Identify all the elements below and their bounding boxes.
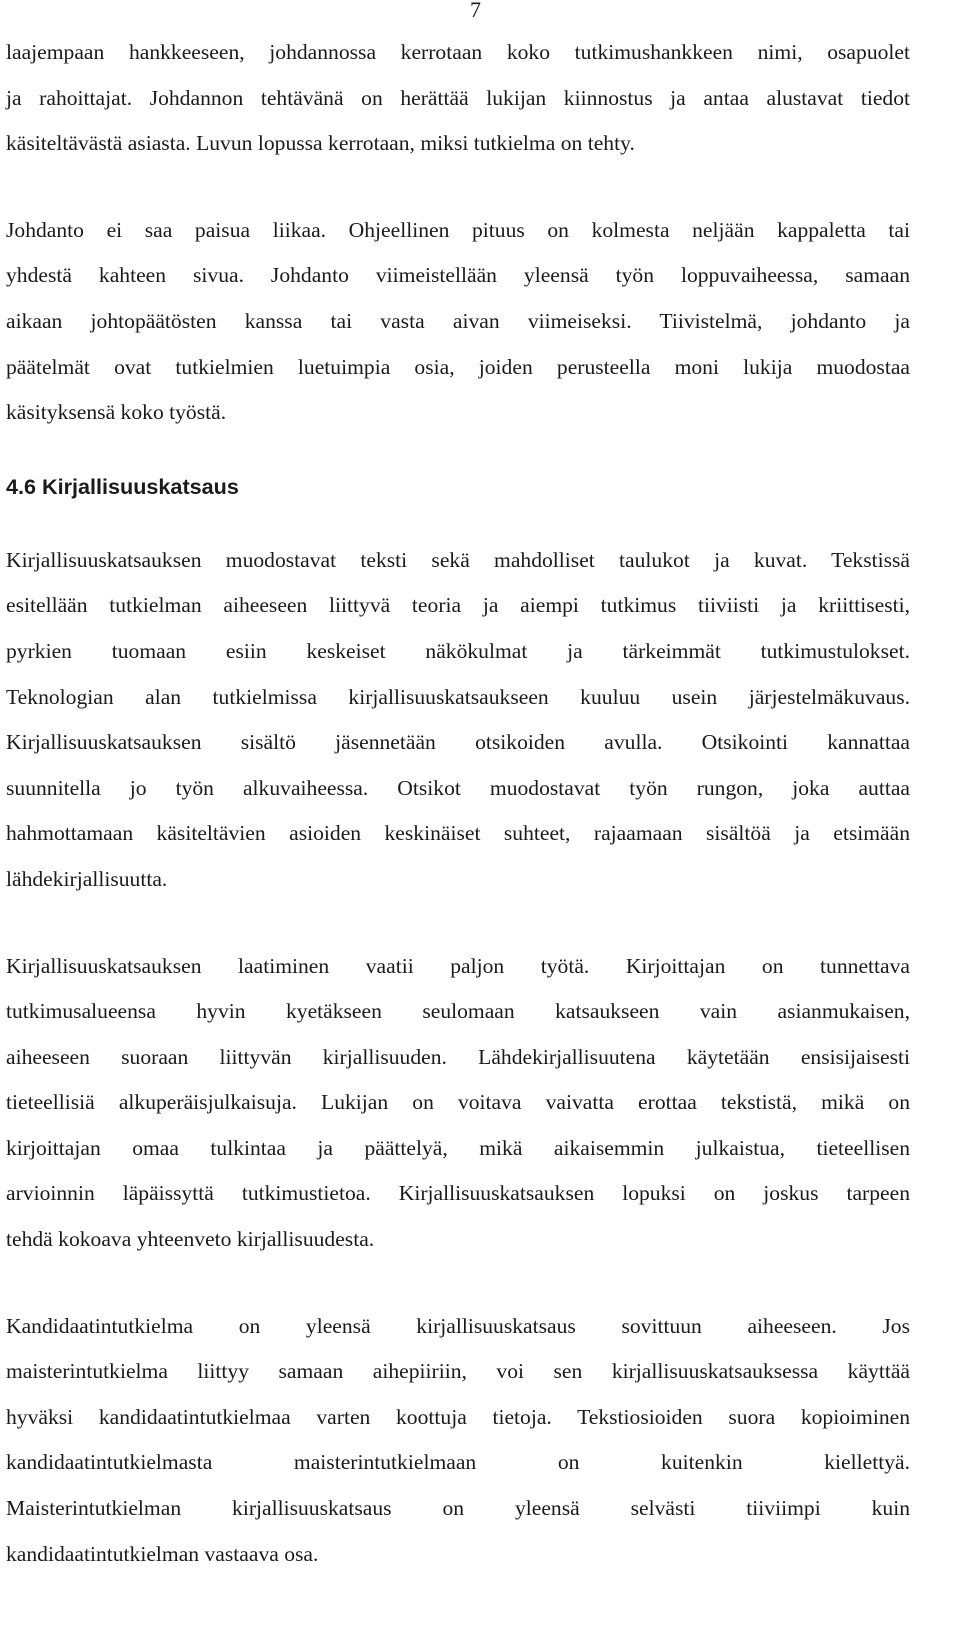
text-line: Kirjallisuuskatsauksen laatiminen vaatii paljon työtä. Kirjoittajan on tunnettava — [6, 953, 910, 978]
text-line: käsiteltävästä asiasta. Luvun lopussa kerrotaan, miksi tutkielma on tehty. — [6, 131, 635, 156]
text-line: kandidaatintutkielman vastaava osa. — [6, 1541, 319, 1566]
text-line: Kirjallisuuskatsauksen sisältö jäsennetään otsikoiden avulla. Otsikointi kannattaa — [6, 730, 910, 755]
text-line: hyväksi kandidaatintutkielmaa varten koottuja tietoja. Tekstiosioiden suora kopioiminen — [6, 1404, 910, 1429]
text-line: tehdä kokoava yhteenveto kirjallisuudesta. — [6, 1227, 375, 1252]
text-line: ja rahoittajat. Johdannon tehtävänä on herättää lukijan kiinnostus ja antaa alustavat tiedot — [6, 85, 910, 110]
text-line: aiheeseen suoraan liittyvän kirjallisuuden. Lähdekirjallisuutena käytetään ensisijaisesti — [6, 1044, 910, 1069]
text-line: kirjoittajan omaa tulkintaa ja päättelyä, mikä aikaisemmin julkaistua, tieteellisen — [6, 1135, 910, 1160]
text-line: Kandidaatintutkielma on yleensä kirjallisuuskatsaus sovittuun aiheeseen. Jos — [6, 1313, 910, 1338]
text-line: kandidaatintutkielmasta maisterintutkielmaan on kuitenkin kiellettyä. — [6, 1450, 910, 1475]
text-line: laajempaan hankkeeseen, johdannossa kerrotaan koko tutkimushankkeen nimi, osapuolet — [6, 40, 910, 64]
text-line: suunnitella jo työn alkuvaiheessa. Otsikot muodostavat työn rungon, joka auttaa — [6, 775, 910, 800]
text-line: pyrkien tuomaan esiin keskeiset näkökulmat ja tärkeimmät tutkimustulokset. — [6, 638, 910, 663]
paragraph-introduction-length — [6, 208, 910, 436]
section-heading: 4.6 Kirjallisuuskatsaus — [6, 473, 239, 499]
text-line: yhdestä kahteen sivua. Johdanto viimeistellään yleensä työn loppuvaiheessa, samaan — [6, 263, 910, 288]
text-line: tieteellisiä alkuperäisjulkaisuja. Lukijan on voitava vaivatta erottaa tekstistä, mikä on — [6, 1090, 910, 1115]
paragraph-introduction-purpose — [6, 30, 910, 167]
paragraph-literature-review-effort — [6, 944, 910, 1263]
text-line: esitellään tutkielman aiheeseen liittyvä teoria ja aiempi tutkimus tiiviisti ja kriittisesti, — [6, 593, 910, 618]
text-line: päätelmät ovat tutkielmien luetuimpia osia, joiden perusteella moni lukija muodostaa — [6, 354, 910, 379]
text-line: maisterintutkielma liittyy samaan aihepiiriin, voi sen kirjallisuuskatsauksessa käyttää — [6, 1359, 910, 1384]
text-line: käsityksensä koko työstä. — [6, 400, 227, 425]
paragraph-bachelor-master-thesis — [6, 1304, 910, 1578]
page-number: 7 — [470, 0, 481, 22]
text-line: Teknologian alan tutkielmissa kirjallisuuskatsaukseen kuuluu usein järjestelmäkuvaus. — [6, 684, 910, 709]
text-line: lähdekirjallisuutta. — [6, 866, 168, 891]
text-line: tutkimusalueensa hyvin kyetäkseen seulomaan katsaukseen vain asianmukaisen, — [6, 999, 910, 1024]
text-line: aikaan johtopäätösten kanssa tai vasta aivan viimeiseksi. Tiivistelmä, johdanto ja — [6, 308, 910, 333]
text-line: arvioinnin läpäissyttä tutkimustietoa. Kirjallisuuskatsauksen lopuksi on joskus tarpeen — [6, 1181, 910, 1206]
text-line: Maisterintutkielman kirjallisuuskatsaus on yleensä selvästi tiiviimpi kuin — [6, 1496, 910, 1521]
paragraph-literature-review-content — [6, 538, 910, 903]
text-line: Johdanto ei saa paisua liikaa. Ohjeellinen pituus on kolmesta neljään kappaletta tai — [6, 217, 910, 242]
document-body — [6, 30, 910, 1577]
text-line: Kirjallisuuskatsauksen muodostavat teksti sekä mahdolliset taulukot ja kuvat. Tekstissä — [6, 547, 910, 572]
text-line: hahmottamaan käsiteltävien asioiden keskinäiset suhteet, rajaamaan sisältöä ja etsimään — [6, 821, 910, 846]
